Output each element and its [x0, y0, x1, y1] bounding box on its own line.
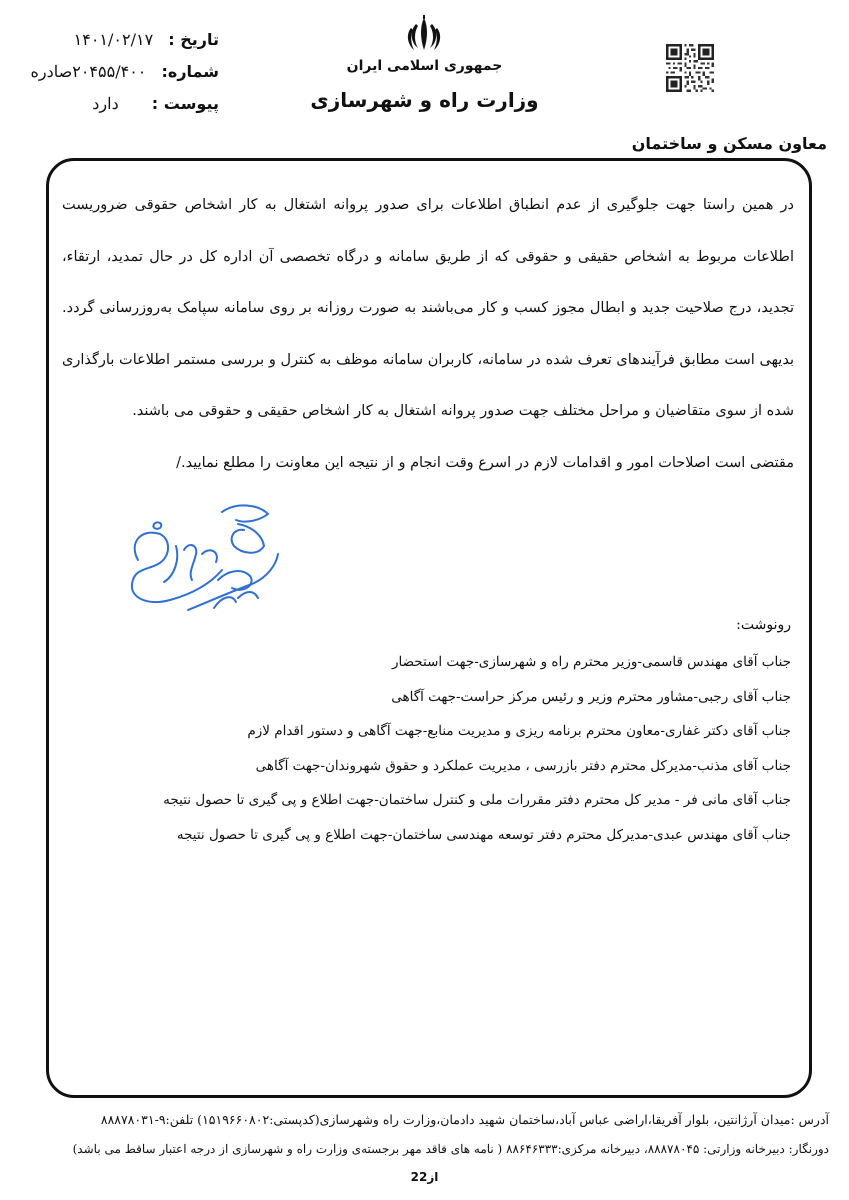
cc-item: جناب آقای مهندس قاسمی-وزیر محترم راه و شهرسازی-جهت استحضار: [391, 654, 791, 670]
cc-item: جناب آقای مهندس عبدی-مدیرکل محترم دفتر توسعه مهندسی ساختمان-جهت اطلاع و پی گیری تا حصول نتیجه: [176, 826, 791, 843]
page-number: 2از2: [410, 1170, 439, 1184]
body-paragraph: در همین راستا جهت جلوگیری از عدم انطباق اطلاعات برای صدور پروانه اشتغال به کار اشخاص حقوقی ضروریست اطلاعات مربوط به اشخاص حقیقی و حقوقی که از طریق سامانه و درگاه تخصصی آن اداره کل در حال تمدید، ارتقاء، تجدید، درج صلاحیت جدید و ابطال مجوز کسب و کار می‌باشند به صورت روزانه بر روی سامانه سپامک به‌روزرسانی گردد. بدیهی است مطابق فرآیندهای تعرف شده در سامانه، کاربران سامانه موظف به کنترل و بررسی مستمر اطلاعات بارگذاری شده از سوی متقاضیان و مراحل مختلف جهت صدور پروانه اشتغال به کار اشخاص حقیقی و حقوقی می باشند.: [62, 197, 794, 419]
number-value: ۲۰۴۵۵/۴۰۰صادره: [30, 62, 147, 81]
qr-code-icon: [666, 44, 714, 92]
cc-item: جناب آقای مانی فر - مدیر کل محترم دفتر مقررات ملی و کنترل ساختمان-جهت اطلاع و پی گیری تا حصول نتیجه: [163, 792, 791, 808]
number-label: شماره:: [161, 62, 219, 81]
attachment-value: دارد: [92, 94, 119, 113]
footer-address: آدرس :میدان آرژانتین، بلوار آفریقا،اراضی عباس آباد،ساختمان شهید دادمان،وزارت راه وشهرسازی(کدپستی:۱۵۱۹۶۶۰۸۰۲) تلفن:۹-۸۸۸۷۸۰۳۱: [100, 1112, 829, 1127]
signature-icon: [118, 498, 293, 623]
republic-title: جمهوری اسلامی ایران: [346, 58, 503, 74]
cc-item: جناب آقای مذنب-مدیرکل محترم دفتر بازرسی ، مدیریت عملکرد و حقوق شهروندان-جهت آگاهی: [255, 757, 791, 774]
deputy-title: معاون مسکن و ساختمان: [631, 134, 827, 153]
iran-emblem-icon: [402, 14, 446, 58]
date-row: [74, 30, 219, 49]
attachment-label: پیوست :: [151, 94, 219, 113]
date-value: ۱۴۰۱/۰۲/۱۷: [73, 30, 154, 49]
cc-item: جناب آقای دکتر غفاری-معاون محترم برنامه ریزی و مدیریت منابع-جهت آگاهی و دستور اقدام لازم: [247, 723, 791, 739]
cc-item: جناب آقای رجبی-مشاور محترم وزیر و رئیس مرکز حراست-جهت آگاهی: [391, 688, 791, 705]
date-label: تاریخ :: [168, 30, 219, 49]
footer-fax: دورنگار: دبیرخانه وزارتی: ۸۸۸۷۸۰۴۵، دبیرخانه مرکزی:۸۸۶۴۶۳۳۳ ( نامه های فاقد مهر برجسته‌ی وزارت راه و شهرسازی از درجه اعتبار ساقط می باشد): [72, 1142, 829, 1156]
letter-body: [62, 180, 794, 489]
cc-list: [91, 645, 791, 852]
ministry-title: وزارت راه و شهرسازی: [310, 88, 539, 112]
body-closing: مقتضی است اصلاحات امور و اقدامات لازم در اسرع وقت انجام و از نتیجه این معاونت را مطلع نمایید./: [176, 454, 794, 471]
cc-title: رونوشت:: [736, 617, 791, 633]
